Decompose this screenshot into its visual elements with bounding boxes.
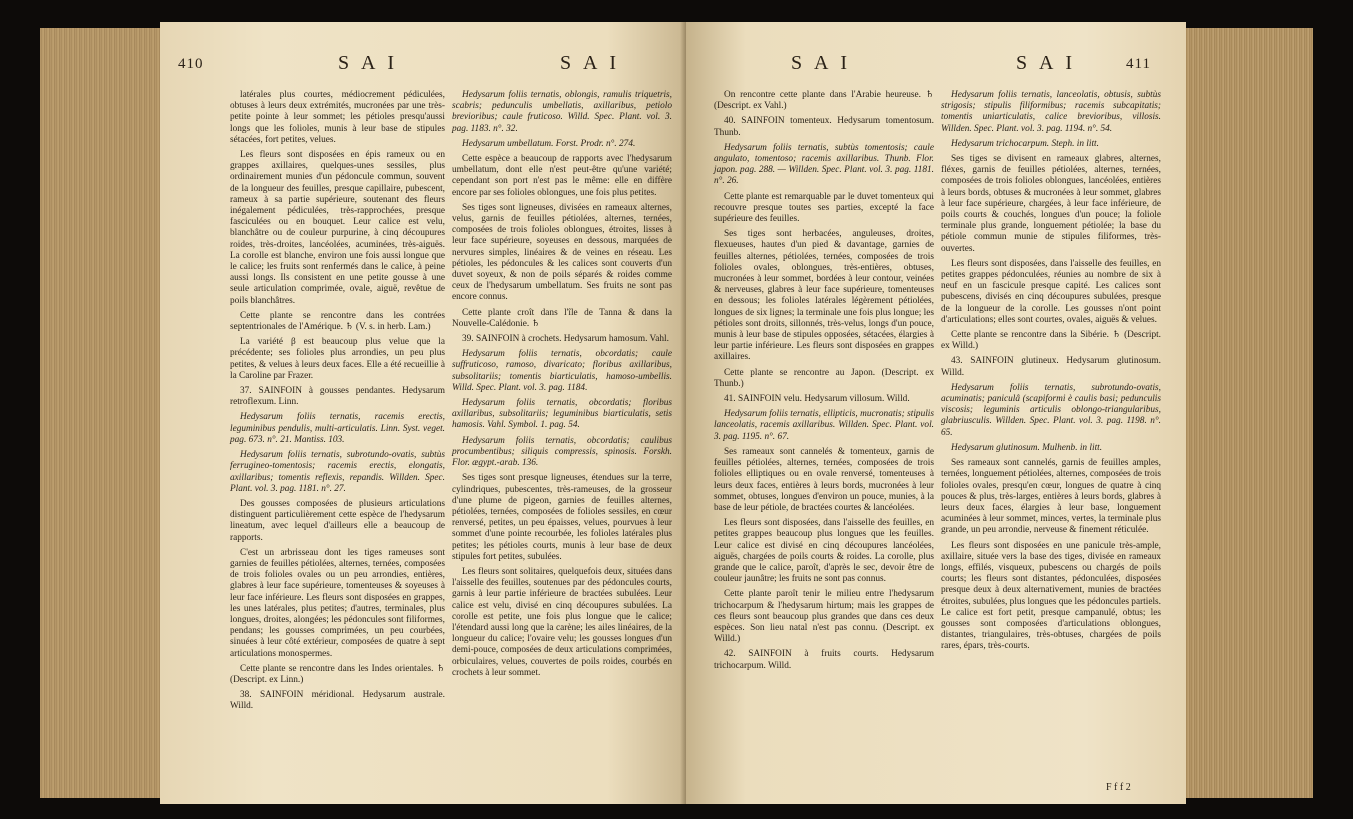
left-page: [160, 22, 686, 804]
paragraph: Les fleurs sont disposées, dans l'aisselle des feuilles, en petites grappes pédonculées, réunies au nombre de six à neuf en un fascicule presque capité. Les calices sont pubescens, divisés en cinq découpures subulées, presque de la longueur de la corolle. Les gousses n'ont point d'articulations; elles sont courtes, ovales, aiguës & velues.: [941, 258, 1161, 325]
right-page: [686, 22, 1186, 804]
right-column-1: [714, 90, 934, 676]
paragraph: Hedysarum foliis ternatis, obcordatis; caulibus procumbentibus; siliquis compressis, spinosis. Forskh. Flor. ægypt.-arab. 136.: [452, 435, 672, 469]
paragraph: Hedysarum foliis ternatis, ellipticis, mucronatis; stipulis lanceolatis, racemis axillaribus. Willden. Spec. Plant. vol. 3. pag. 1195. n°. 67.: [714, 409, 934, 442]
right-page-edges: [1165, 28, 1313, 798]
paragraph: 39. SAINFOIN à crochets. Hedysarum hamosum. Vahl.: [462, 334, 669, 345]
paragraph: Hedysarum umbellatum. Forst. Prodr. n°. 274.: [462, 138, 636, 149]
paragraph: Les fleurs sont disposées en une panicule très-ample, axillaire, située vers la base des tiges, divisée en rameaux longs, effilés, visqueux, pubescens ou chargés de poils courts; les fleurs sont distantes, pédonculées, disposées presque deux à deux alternativement, munies de bractées étroites, subulées, plus longues que les pédoncules partiels. Le calice est fort petit, presque campanulé, obtus; les gousses sont composées d'articulations oblongues, distantes, triangulaires, très-obtuses, chargées de poils rares, épars, très-courts.: [941, 540, 1161, 652]
paragraph: 43. SAINFOIN glutineux. Hedysarum glutinosum. Willd.: [941, 356, 1161, 378]
paragraph: Des gousses composées de plusieurs articulations distinguent particulièrement cette espèce de l'hedysarum lineatum, avec lequel d'ailleurs elle a beaucoup de rapports.: [230, 498, 445, 543]
paragraph: latérales plus courtes, médiocrement pédiculées, obtuses à leurs deux extrémités, mucronées par une très-petite pointe à leur sommet; les pétioles presqu'aussi longs que les folioles, munis à leur base de stipules sétacées, fort petites, velues.: [230, 90, 445, 145]
paragraph: Hedysarum foliis ternatis, subrotundo-ovatis, acuminatis; paniculâ (scapiformi è caulis basi; pedunculis viscosis; leguminis articulis oblongo-triangularibus, glabriusculis. Willden. Spec. Plant. vol. 3. pag. 1198. n°. 65.: [941, 382, 1161, 438]
paragraph: Hedysarum foliis ternatis, oblongis, ramulis triquetris, scabris; pedunculis umbellatis, axillaribus, petiolo brevioribus; caule fruticoso. Willd. Spec. Plant. vol. 3. pag. 1183. n°. 32.: [452, 90, 672, 134]
paragraph: 40. SAINFOIN tomenteux. Hedysarum tomentosum. Thunb.: [714, 116, 934, 138]
paragraph: 42. SAINFOIN à fruits courts. Hedysarum trichocarpum. Willd.: [714, 649, 934, 671]
paragraph: Les fleurs sont disposées, dans l'aisselle des feuilles, en petites grappes beaucoup plus longues que les feuilles. Leur calice est divisé en cinq découpures lancéolées, aiguës, chargées de poils courts & roides. La corolle, plus grande que le calice, paroît, d'après le sec, devoir être de couleur jaunâtre; les fruits ne sont pas connus.: [714, 518, 934, 585]
paragraph: Cette plante se rencontre dans les contrées septentrionales de l'Amérique. ♄ (V. s. in herb. Lam.): [230, 310, 445, 333]
paragraph: C'est un arbrisseau dont les tiges rameuses sont garnies de feuilles pétiolées, alternes, ternées, composées de trois folioles ovales ou un peu arrondies, entières, glabres à leur face supérieure, tomenteuses & soyeuses à leur face inférieure. Les fleurs sont disposées en grappes, les unes latérales, plus petites; d'autres, terminales, plus longues, droites, alongées; les pédoncules sont filiformes, pendans; les gousses comprimées, un peu courbées, sinuées à leur côté extérieur, composées de quatre à sept articulations monospermes.: [230, 547, 445, 659]
paragraph: Hedysarum trichocarpum. Steph. in litt.: [951, 138, 1099, 149]
paragraph: 37. SAINFOIN à gousses pendantes. Hedysarum retroflexum. Linn.: [230, 386, 445, 408]
paragraph: Ses tiges sont ligneuses, divisées en rameaux alternes, velus, garnis de feuilles pétiolées, alternes, ternées, composées de trois folioles oblongues, étroites, lisses à leur face supérieure, soyeuses en dessous, marquées de nervures simples, linéaires & de veines en réseau. Les pétioles, les pédoncules & les calices sont couverts d'un duvet soyeux, & non de poils séparés & roides comme ceux de l'hedysarum umbellatum. Ses fruits ne sont pas encore connus.: [452, 202, 672, 303]
right-column-2: [941, 90, 1161, 657]
signature-mark: F f f 2: [1106, 782, 1131, 793]
paragraph: Hedysarum glutinosum. Mulhenb. in litt.: [951, 442, 1103, 453]
paragraph: La variété β est beaucoup plus velue que la précédente; ses folioles plus arrondies, un peu plus petites, & velues à leurs deux faces. Elle a été recueillie à la Caroline par Frazer.: [230, 337, 445, 381]
paragraph: Ses tiges sont herbacées, anguleuses, droites, flexueuses, hautes d'un pied & davantage, garnies de feuilles alternes, pétiolées, ternées, composées de trois folioles ovales, oblongues, très-entières, obtuses, mucronées à leur sommet, bordées à leur contour, veinées & nerveuses, glabres à leur face supérieure, tomenteuses en dessous; les folioles latérales légèrement pétiolées, longues de six lignes; la terminale une fois plus longue; les pétioles sont droits, sillonnés, très-velus, longs d'un pouce, munis à leur base de stipules opposées, sétacées, élargies à leur partie inférieure. Les fleurs sont disposées en grappes axillaires.: [714, 229, 934, 363]
paragraph: Cette plante est remarquable par le duvet tomenteux qui recouvre presque toutes ses parties, excepté la face supérieure des feuilles.: [714, 191, 934, 225]
paragraph: Les fleurs sont solitaires, quelquefois deux, situées dans l'aisselle des feuilles, soutenues par des pédoncules courts, garnis à leur partie inférieure de bractées subulées. Leur calice est velu, divisé en cinq découpures subulées. La corolle est petite, une fois plus longue que le calice; l'étendard aussi long que la carène; les ailes linéaires, de la longueur du calice; l'ovaire velu; les gousses longues d'un demi-pouce, composées de deux articulations comprimées, orbiculaires, velues, couvertes de poils roides, courbés en crochets à leur sommet.: [452, 566, 672, 678]
paragraph: Hedysarum foliis ternatis, subrotundo-ovatis, subtùs ferrugineo-tomentosis; racemis erectis, elongatis, axillaribus; tomentis reflexis, repandis. Willden. Spec. Plant. vol. 3. pag. 1181. n°. 27.: [230, 450, 445, 494]
left-column-1: [230, 90, 445, 717]
paragraph: Hedysarum foliis ternatis, racemis erectis, leguminibus pendulis, multi-articulatis. Linn. Syst. veget. pag. 673. n°. 21. Mantiss. 103.: [230, 412, 445, 445]
paragraph: Cette plante paroît tenir le milieu entre l'hedysarum trichocarpum & l'hedysarum hirtum; mais les grappes de ces fleurs sont beaucoup plus grandes que dans ces deux espèces. Son lieu natal n'est pas connu. (Descript. ex Willd.): [714, 589, 934, 645]
paragraph: Ses rameaux sont cannelés, garnis de feuilles amples, ternées, longuement pétiolées, alternes, composées de trois folioles ovales, presqu'en cœur, longues de quatre à cinq pouces & plus, très-larges, entières à leurs bords, glabres à leurs deux faces, élargies à leur base, longuement acuminées à leur sommet, minces, vertes, la terminale plus grande, un peu arrondie, nerveuse & finement réticulée.: [941, 458, 1161, 536]
paragraph: Ses rameaux sont cannelés & tomenteux, garnis de feuilles pétiolées, alternes, ternées, composées de trois folioles elliptiques ou en ovale renversé, tomenteuses à leurs deux faces, entières à leurs bords, mucronées à leur sommet, obtuses, longues d'environ un pouce, munies, à la base de leur pétiole, de bractées courtes & lancéolées.: [714, 446, 934, 513]
paragraph: Cette plante croît dans l'île de Tanna & dans la Nouvelle-Calédonie. ♄: [452, 307, 672, 329]
paragraph: Hedysarum foliis ternatis, subtùs tomentosis; caule angulato, tomentoso; racemis axillaribus. Thunb. Flor. japon. pag. 288. — Willden. Spec. Plant. vol. 3. pag. 1181. n°. 26.: [714, 142, 934, 187]
paragraph: Cette plante se rencontre au Japon. (Descript. ex Thunb.): [714, 367, 934, 389]
paragraph: 41. SAINFOIN velu. Hedysarum villosum. Willd.: [724, 394, 910, 405]
paragraph: Hedysarum foliis ternatis, obcordatis; floribus axillaribus, subsolitariis; leguminibus biarticulatis, setis hamosis. Vahl. Symbol. 1. pag. 54.: [452, 398, 672, 431]
paragraph: Cette plante se rencontre dans la Sibérie. ♄ (Descript. ex Willd.): [941, 330, 1161, 352]
paragraph: Hedysarum foliis ternatis, obcordatis; caule suffruticoso, ramoso, divaricato; floribus axillaribus, subsolitariis; tomentis biarticulatis, hamoso-umbellis. Willd. Spec. Plant. vol. 3. pag. 1184.: [452, 349, 672, 393]
paragraph: Hedysarum foliis ternatis, lanceolatis, obtusis, subtùs strigosis; stipulis filiformibus; racemis subcapitatis; tomentis uniarticulatis, calice brevioribus, villosis. Willden. Spec. Plant. vol. 3. pag. 1194. n°. 54.: [941, 90, 1161, 134]
paragraph: On rencontre cette plante dans l'Arabie heureuse. ♄ (Descript. ex Vahl.): [714, 90, 934, 112]
paragraph: Ses tiges sont presque ligneuses, étendues sur la terre, cylindriques, pubescentes, très-rameuses, de la grosseur d'une plume de pigeon, garnies de feuilles alternes, pétiolées, ternées, composées de folioles sessiles, en cœur renversé, petites, un peu épaisses, velues, pourvues à leur sommet d'une pointe recourbée, les folioles latérales plus petites; les pétioles courts, munis à leur base de deux stipules fort petites, subulées.: [452, 473, 672, 562]
left-page-number: 410: [178, 56, 204, 72]
left-running-head: S A I: [338, 52, 399, 74]
paragraph: Cette plante se rencontre dans les Indes orientales. ♄ (Descript. ex Linn.): [230, 663, 445, 685]
paragraph: Les fleurs sont disposées en épis rameux ou en grappes axillaires, quelques-unes sessiles, plus ordinairement munies d'un pédoncule commun, souvent de la longueur des feuilles, presque capillaire, pubescent, rameux à sa partie supérieure, soutenant des fleurs inégalement pédiculées, très-rapprochées, presque fasciculées ou en bouquet. Leur calice est velu, blanchâtre ou de couleur purpurine, à cinq découpures roides, très-droites, lancéolées, acuminées, très-aiguës. La corolle est blanche, environ une fois aussi longue que le calice; les fruits sont renfermés dans le calice, à peine aussi longs. Ils consistent en une petite gousse à une seule articulation comprimée, ovale, aiguë, revêtue de poils blanchâtres.: [230, 150, 445, 306]
left-column-2: [452, 90, 672, 683]
paragraph: Cette espèce a beaucoup de rapports avec l'hedysarum umbellatum, dont elle n'est peut-être qu'une variété; cependant son port n'est pas le même: elle en diffère encore par ses folioles oblongues, une fois plus petites.: [452, 154, 672, 198]
right-page-number: 411: [1126, 56, 1151, 72]
paragraph: 38. SAINFOIN méridional. Hedysarum australe. Willd.: [230, 690, 445, 712]
left-running-head-2: S A I: [560, 52, 621, 74]
right-running-head-2: S A I: [1016, 52, 1077, 74]
paragraph: Ses tiges se divisent en rameaux glabres, alternes, fléxes, garnis de feuilles pétiolées, alternes, ternées, composées de trois folioles oblongues, lancéolées, entières à leurs bords, obtuses & mucronées à leur sommet, glabres à leur face supérieure, chargées, à leur face inférieure, de poils courts & couchés, longues d'un pouce; la foliole terminale plus grande, longuement pétiolée; la base du pétiole commun munie de stipules filiformes, très-ouvertes.: [941, 154, 1161, 254]
right-running-head: S A I: [791, 52, 852, 74]
